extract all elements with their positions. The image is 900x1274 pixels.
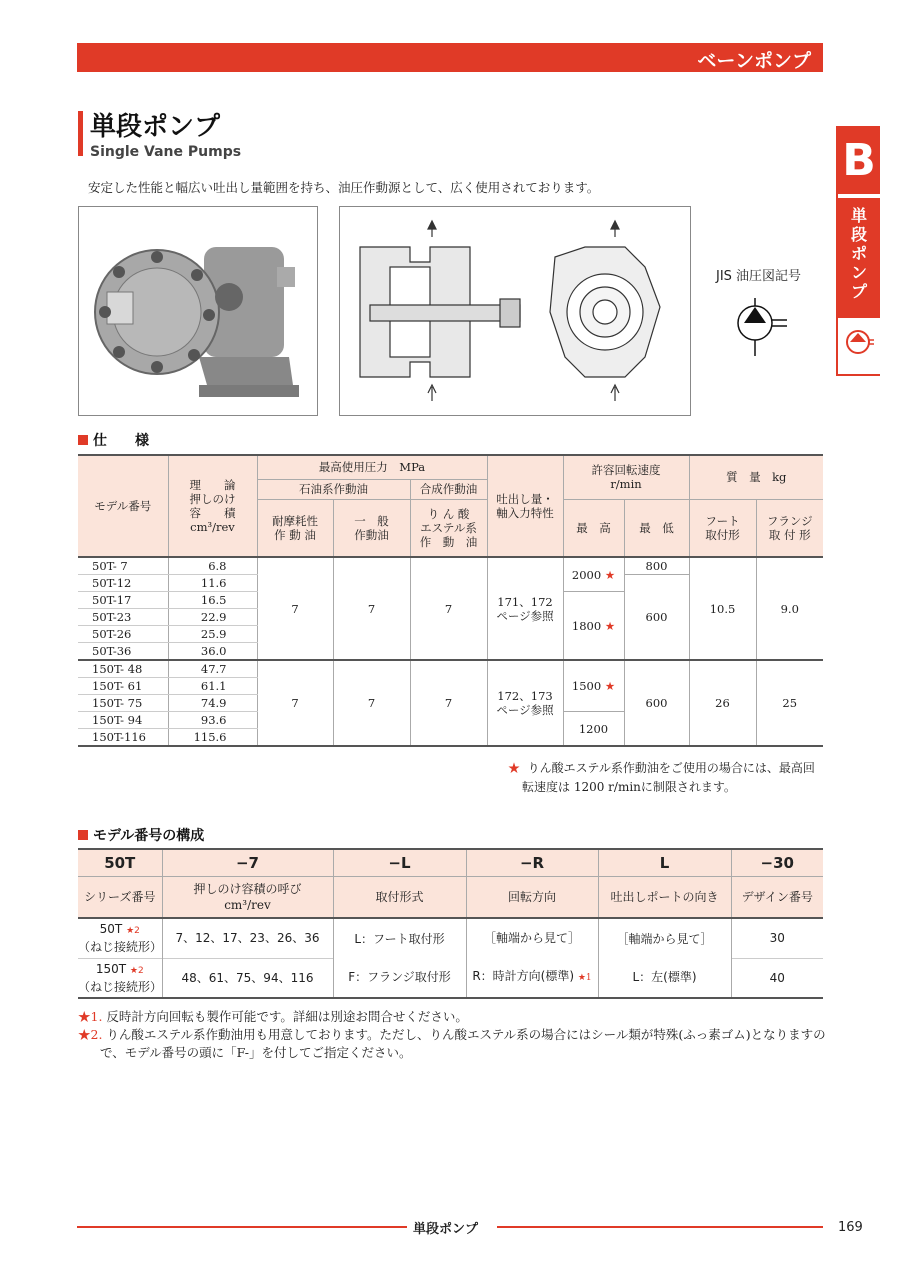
table-row: 150T- 94 93.6 1200 xyxy=(78,712,823,729)
footnotes xyxy=(78,1008,826,1062)
hdr-petroleum: 石油系作動油 xyxy=(257,479,410,499)
page-number: 169 xyxy=(838,1220,863,1235)
spec-table xyxy=(78,454,823,747)
hdr-flange: フランジ 取 付 形 xyxy=(756,499,823,557)
section-marker-icon xyxy=(78,830,88,840)
hdr-general: 一 般 作動油 xyxy=(333,499,410,557)
category-title: ベーンポンプ xyxy=(697,50,811,72)
category-bar xyxy=(77,43,823,72)
page-subtitle: Single Vane Pumps xyxy=(90,144,242,160)
cross-section-illustration xyxy=(340,207,690,415)
hdr-synthetic: 合成作動油 xyxy=(410,479,487,499)
table-row: 150T ★2 （ねじ接続形） 48、61、75、94、116 40 xyxy=(78,958,823,998)
footer-rule-right xyxy=(497,1226,823,1228)
hdr-phosphate: り ん 酸 エステル系 作 動 油 xyxy=(410,499,487,557)
hdr-wear: 耐摩耗性 作 動 油 xyxy=(257,499,333,557)
hdr-discharge: 吐出し量・ 軸入力特性 xyxy=(487,455,563,557)
hdr-model: モデル番号 xyxy=(78,455,168,557)
table-row: 150T- 48 47.7 7 7 7 172、173 ページ参照 1500 ★ 600 26 25 xyxy=(78,660,823,678)
hdr-max-speed: 最 高 xyxy=(563,499,624,557)
pump-photo xyxy=(78,206,318,416)
table-row: 150T-116 115.6 xyxy=(78,729,823,747)
footnote-2-cont: で、モデル番号の頭に「F-」を付してご指定ください。 xyxy=(100,1045,412,1060)
table-row: 50T ★2 （ねじ接続形） 7、12、17、23、26、36 L：フート取付形 F：フランジ取付形 ［軸端から見て］ R：時計方向(標準) ★1 ［軸端から見て］ L：左(標準) 30 xyxy=(78,918,823,958)
jis-label: JIS 油圧図記号 xyxy=(716,269,802,284)
footer-title: 単段ポンプ xyxy=(413,1222,479,1237)
footer-rule-left xyxy=(77,1226,407,1228)
hdr-speed: 許容回転速度 r/min xyxy=(563,455,689,499)
side-tab-letter: B xyxy=(838,128,880,194)
table-row: 50T-26 25.9 xyxy=(78,626,823,643)
hdr-displacement: 理 論 押しのけ 容 積 cm³/rev xyxy=(168,455,257,557)
hdr-foot: フート 取付形 xyxy=(689,499,756,557)
page-title: 単段ポンプ xyxy=(90,112,221,142)
side-tab[interactable] xyxy=(836,126,880,376)
table-row: 50T-12 11.6 600 xyxy=(78,575,823,592)
section-drawing xyxy=(339,206,691,416)
table-row: 50T-23 22.9 xyxy=(78,609,823,626)
model-code-table: 50T −7 −L −R L −30 シリーズ番号 押しのけ容積の呼び cm³/rev 取付形式 回転方向 吐出しポートの向き デザイン番号 50T ★2 （ねじ接続形） 7、12、17、23、26、36 L：フート取付形 F：フランジ取付形 ［軸端から見て］ R：時計方向(標準) ★1 ［軸端から見て］ L：左(標準) 30 150T ★2 （ねじ接続形） 48、61、75、94、116 40 xyxy=(78,848,823,999)
table-row: 50T-36 36.0 xyxy=(78,643,823,661)
table-row: 50T-17 16.5 1800 ★ xyxy=(78,592,823,609)
hdr-min-speed: 最 低 xyxy=(624,499,689,557)
pump-photo-illustration xyxy=(79,207,317,415)
hdr-max-pressure: 最高使用圧力 MPa xyxy=(257,455,487,479)
intro-text: 安定した性能と幅広い吐出し量範囲を持ち、油圧作動源として、広く使用されております。 xyxy=(88,180,600,195)
table-row: 150T- 61 61.1 xyxy=(78,678,823,695)
pump-symbol-icon xyxy=(843,326,875,358)
table-row: 150T- 75 74.9 xyxy=(78,695,823,712)
section-marker-icon xyxy=(78,435,88,445)
jis-pump-symbol-icon xyxy=(735,298,795,358)
title-accent xyxy=(78,111,83,156)
hdr-mass: 質 量 kg xyxy=(689,455,823,499)
spec-section-title: 仕 様 xyxy=(78,430,149,450)
spec-note: ★ りん酸エステル系作動油をご使用の場合には、最高回 転速度は 1200 r/minに制限されます。 xyxy=(508,761,815,794)
footnote-2: ★2. りん酸エステル系作動油用も用意しております。ただし、りん酸エステル系の場合にはシール類が特殊(ふっ素ゴム)となりますの xyxy=(78,1027,826,1042)
footnote-1: ★1. 反時計方向回転も製作可能です。詳細は別途お問合せください。 xyxy=(78,1009,468,1024)
model-section-title: モデル番号の構成 xyxy=(78,825,204,845)
table-row: 50T- 7 6.8 7 7 7 171、172 ページ参照 2000 ★ 800 10.5 9.0 xyxy=(78,557,823,575)
side-tab-label: 単 段 ポ ン プ xyxy=(838,198,880,318)
